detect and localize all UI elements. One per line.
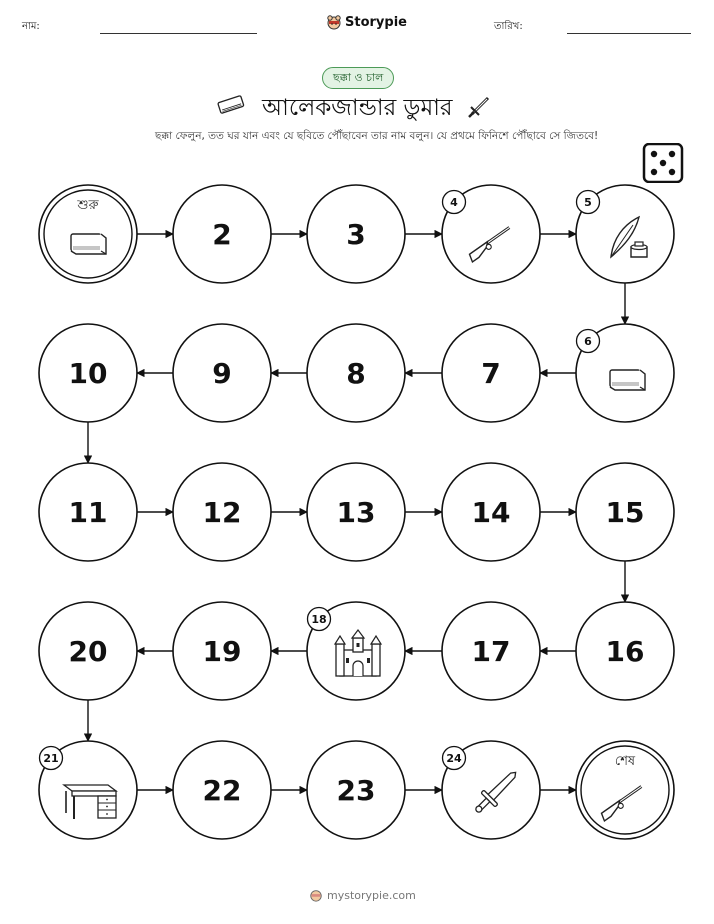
board-cell-5[interactable] [576,185,674,283]
name-label: নাম: [22,21,40,32]
cell-number: 14 [471,496,511,529]
cell-number-badge: 6 [584,335,592,348]
cell-number: 8 [346,357,366,390]
cell-number-badge: 24 [446,752,462,765]
board-cell-3[interactable] [307,185,405,283]
end-label: শেষ [614,754,636,769]
board-cell-12[interactable] [173,463,271,561]
cell-number: 2 [212,218,232,251]
brand-name: Storypie [345,14,407,30]
cell-number-badge: 5 [584,196,592,209]
book-icon [610,370,645,390]
footer [309,888,416,902]
cell-number: 16 [605,635,645,668]
board-cell-11[interactable] [39,463,137,561]
cell-number: 22 [202,774,242,807]
board-cell-9[interactable] [173,324,271,422]
start-label: শুরু [77,198,99,213]
board-cell-16[interactable] [576,602,674,700]
board-cell-15[interactable] [576,463,674,561]
cell-number: 15 [605,496,645,529]
board-cell-8[interactable] [307,324,405,422]
board-cell-13[interactable] [307,463,405,561]
cell-number: 10 [68,357,108,390]
board-cell-19[interactable] [173,602,271,700]
cell-number: 17 [471,635,511,668]
board-cell-6[interactable] [576,324,674,422]
board-cell-22[interactable] [173,741,271,839]
board-cell-14[interactable] [442,463,540,561]
board-cell-10[interactable] [39,324,137,422]
board-cell-2[interactable] [173,185,271,283]
board-cell-20[interactable] [39,602,137,700]
board-cell-7[interactable] [442,324,540,422]
board-cell-21[interactable] [39,741,137,839]
game-type-badge: ছক্কা ও চাল [322,67,394,89]
book-icon [71,234,106,254]
board-cell-17[interactable] [442,602,540,700]
board-cell-25[interactable] [576,741,674,839]
board-cell-18[interactable] [307,602,405,700]
storypie-mascot-icon [309,888,323,902]
cell-number-badge: 4 [450,196,458,209]
board-cell-24[interactable] [442,741,540,839]
board-cell-1[interactable] [39,185,137,283]
cell-number: 7 [481,357,501,390]
cell-number: 13 [336,496,376,529]
page-title: আলেকজান্ডার ডুমার [262,95,453,121]
cell-number-badge: 18 [311,613,327,626]
date-label: তারিখ: [494,21,523,32]
cell-number: 19 [202,635,242,668]
cell-number: 23 [336,774,376,807]
cell-number: 12 [202,496,242,529]
footer-url[interactable]: mystorypie.com [327,888,416,902]
cell-number: 20 [68,635,108,668]
instructions: ছক্কা ফেলুন, তত ঘর যান এবং যে ছবিতে পৌঁছাবেন তার নাম বলুন। যে প্রথমে ফিনিশে পৌঁছাবে সে জিতবে! [155,130,599,142]
cell-number-badge: 21 [43,752,59,765]
cell-number: 11 [68,496,108,529]
board-cell-4[interactable] [442,185,540,283]
cell-number: 3 [346,218,366,251]
cell-number: 9 [212,357,232,390]
board-cell-23[interactable] [307,741,405,839]
